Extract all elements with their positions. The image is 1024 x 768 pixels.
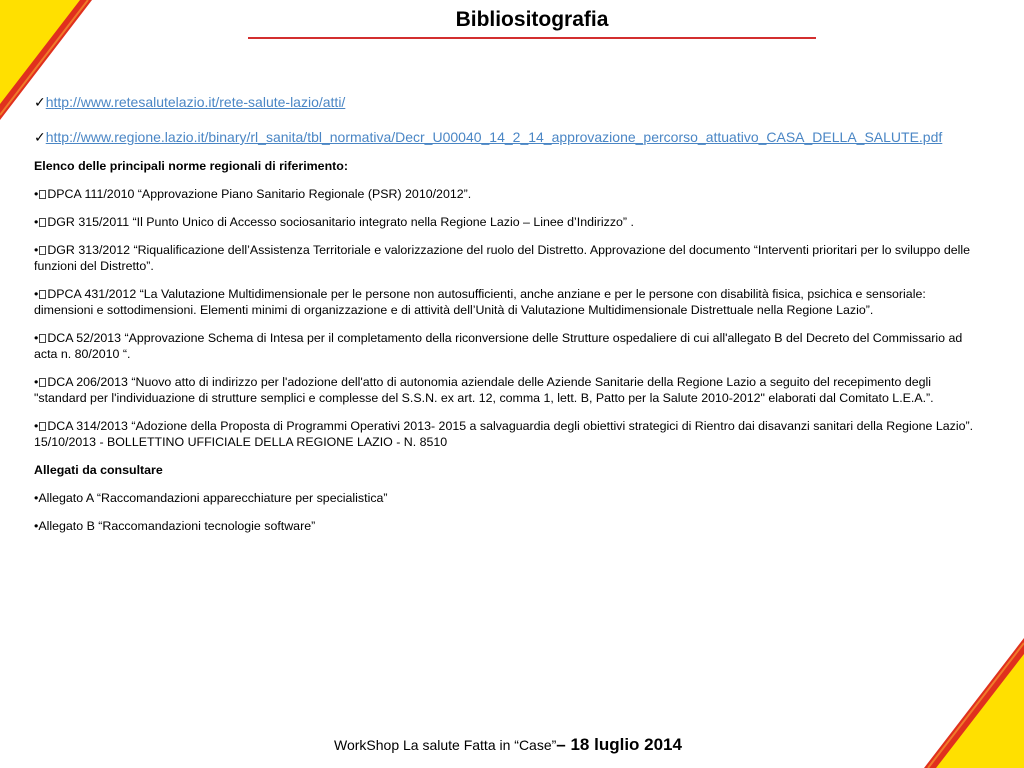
norm-item [34, 242, 984, 274]
missing-glyph-icon [39, 190, 46, 199]
missing-glyph-icon [39, 334, 46, 343]
norm-item [34, 418, 984, 450]
footer [0, 734, 1016, 756]
attachment-text: Allegato A “Raccomandazioni apparecchiature per specialistica” [38, 491, 388, 505]
title-underline [248, 37, 816, 39]
bullet: • [34, 243, 39, 257]
footer-event: WorkShop La salute Fatta in “Case” [334, 737, 557, 753]
missing-glyph-icon [39, 378, 46, 387]
bullet: • [34, 519, 39, 533]
missing-glyph-icon [39, 290, 46, 299]
bullet: • [34, 215, 39, 229]
link-regione-lazio-pdf[interactable]: http://www.regione.lazio.it/binary/rl_sanita/tbl_normativa/Decr_U00040_14_2_14_approvazione_percorso_attuativo_CASA_DELLA_SALUTE.pdf [45, 129, 943, 145]
attachments-heading: Allegati da consultare [34, 463, 163, 477]
missing-glyph-icon [39, 422, 46, 431]
checkmark-icon: ✓ [34, 94, 46, 110]
norm-item [34, 214, 984, 230]
link-item [34, 94, 984, 110]
attachment-item [34, 518, 984, 534]
link-retesalutelazio[interactable]: http://www.retesalutelazio.it/rete-salute-lazio/atti/ [45, 94, 346, 110]
norm-text: DPCA 111/2010 “Approvazione Piano Sanitario Regionale (PSR) 2010/2012”. [47, 187, 472, 201]
bibliography-content [34, 94, 984, 546]
bullet: • [34, 419, 39, 433]
attachment-item [34, 490, 984, 506]
norm-item [34, 330, 984, 362]
norm-text: DCA 52/2013 “Approvazione Schema di Intesa per il completamento della riconversione delle Strutture ospedaliere di cui all'allegato B del Decreto del Commissario ad acta n. 80/2010 “. [34, 331, 963, 361]
norm-text: DPCA 431/2012 “La Valutazione Multidimensionale per le persone non autosufficienti, anche anziane e per le persone con disabilità fisica, psichica e sensoriale: dimensioni e sottodimensioni. Elementi minimi di organizzazione e di attività dell’Unità di Valutazione Multidimensionale Distrettuale nella Regione Lazio”. [34, 287, 926, 317]
missing-glyph-icon [39, 246, 46, 255]
page-title: Bibliositografia [455, 8, 609, 31]
norm-text: DGR 315/2011 “Il Punto Unico di Accesso sociosanitario integrato nella Regione Lazio – Linee d’Indirizzo” . [47, 215, 634, 229]
norm-text: DCA 206/2013 “Nuovo atto di indirizzo per l'adozione dell'atto di autonomia aziendale delle Aziende Sanitarie della Regione Lazio a seguito del recepimento degli "standard per l'individuazione di strutture semplici e complesse del S.S.N. ex art. 12, comma 1, lett. B, Patto per la Salute 2010-2012" elaborati dal Comitato L.E.A.”. [34, 375, 934, 405]
missing-glyph-icon [39, 218, 46, 227]
bullet: • [34, 287, 39, 301]
footer-date: – 18 luglio 2014 [556, 735, 682, 754]
norms-heading: Elenco delle principali norme regionali di riferimento: [34, 159, 348, 173]
norm-item [34, 186, 984, 202]
norm-item [34, 374, 984, 406]
norm-item [34, 286, 984, 318]
bullet: • [34, 375, 39, 389]
norm-text: DGR 313/2012 “Riqualificazione dell’Assistenza Territoriale e valorizzazione del ruolo del Distretto. Approvazione del documento “Interventi prioritari per lo sviluppo delle funzioni del Distretto”. [34, 243, 971, 273]
bullet: • [34, 331, 39, 345]
bullet: • [34, 187, 39, 201]
attachment-text: Allegato B “Raccomandazioni tecnologie software” [38, 519, 316, 533]
bullet: • [34, 491, 39, 505]
checkmark-icon: ✓ [34, 129, 46, 145]
norm-text: DCA 314/2013 “Adozione della Proposta di Programmi Operativi 2013- 2015 a salvaguardia degli obiettivi strategici di Rientro dai disavanzi sanitari della Regione Lazio”. 15/10/2013 - BOLLETTINO UFFICIALE DELLA REGIONE LAZIO - N. 8510 [34, 419, 974, 449]
link-item [34, 129, 984, 145]
